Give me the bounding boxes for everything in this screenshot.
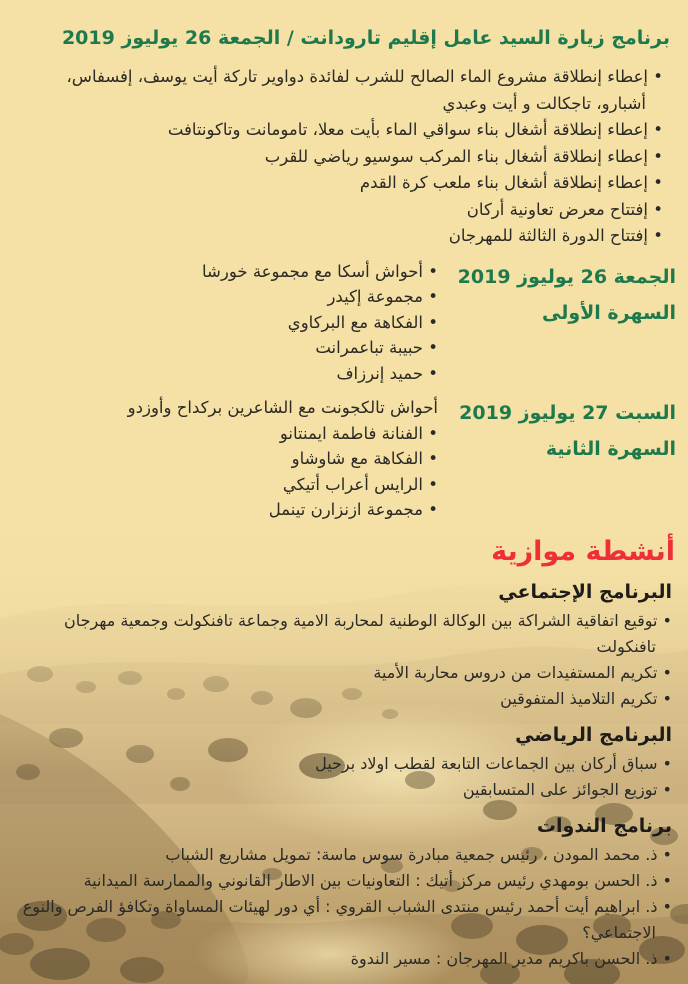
poster-content (0, 24, 688, 972)
opening-list-item: • إعطاء إنطلاقة مشروع الماء الصالح للشرب لفائدة دواوير تاركة أيت يوسف، إفسفاس، أشبارو، تاجكالت و أيت وعبدي (52, 64, 663, 117)
evening-2-body (0, 395, 452, 523)
seminars-program-list (16, 842, 672, 972)
evening-2-date: السبت 27 يوليوز 2019 (459, 402, 676, 424)
performer-item: • الرايس أعراب أتيكي (28, 472, 438, 498)
sports-program-list (16, 751, 672, 803)
performer-item: • الفكاهة مع شاوشاو (28, 446, 438, 472)
evening-2-lead-performance: أحواش تالكجونت مع الشاعرين بركداح وأوزدو (127, 398, 438, 417)
seminar-item: • ذ. ابراهيم أيت أحمد رئيس منتدى الشباب القروي : أي دور لهيئات المساواة وتكافؤ الفرص والنوع الاجتماعي؟ (16, 894, 672, 946)
performer-item: • الفنانة فاطمة ايمنتانو (28, 421, 438, 447)
performer-item: • أحواش أسكا مع مجموعة خورشا (28, 259, 438, 285)
opening-list-item: • إفتتاح الدورة الثالثة للمهرجان (52, 223, 663, 250)
activity-item: • تكريم التلاميذ المتفوقين (16, 686, 672, 712)
social-program-title: البرنامج الإجتماعي (498, 580, 672, 603)
social-program-section (0, 578, 688, 712)
page-title: برنامج زيارة السيد عامل إقليم تارودانت / الجمعة 26 يوليوز 2019 (61, 27, 670, 49)
evening-2-name: السهرة الثانية (545, 438, 676, 460)
activity-item: • سباق أركان بين الجماعات التابعة لقطب اولاد برحيل (16, 751, 672, 777)
opening-ceremonies-list (52, 64, 663, 250)
evening-1-name: السهرة الأولى (541, 301, 676, 324)
opening-list-item: • إعطاء إنطلاقة أشغال بناء سواقي الماء بأيت معلا، تامومانت وتاكونتافت (52, 117, 663, 144)
performer-item: • مجموعة ازنزارن تينمل (28, 497, 438, 523)
evening-1-heading (452, 259, 688, 387)
social-program-list (16, 608, 672, 712)
opening-list-item: • إعطاء إنطلاقة أشغال بناء ملعب كرة القدم (52, 170, 663, 197)
opening-list-item: • إعطاء إنطلاقة أشغال بناء المركب سوسيو رياضي للقرب (52, 144, 663, 171)
evening-1-section (0, 259, 688, 387)
sports-program-title: البرنامج الرياضي (515, 723, 672, 746)
performer-item: • مجموعة إكيدر (28, 284, 438, 310)
evening-1-date: الجمعة 26 يوليوز 2019 (457, 265, 676, 288)
seminar-item: • ذ. الحسن باكريم مدير المهرجان : مسير الندوة (16, 946, 672, 972)
evening-2-performers-list (28, 421, 438, 523)
program-poster (0, 24, 688, 984)
sports-program-section (0, 721, 688, 803)
evening-1-performers-list (28, 259, 438, 387)
seminar-item: • ذ. محمد المودن ، رئيس جمعية مبادرة سوس ماسة: تمويل مشاريع الشباب (16, 842, 672, 868)
activity-item: • توقيع اتفاقية الشراكة بين الوكالة الوطنية لمحاربة الامية وجماعة تافنكولت وجمعية مهرجان تافنكولت (16, 608, 672, 660)
performer-item: • حميد إنرزاف (28, 361, 438, 387)
activity-item: • تكريم المستفيدات من دروس محاربة الأمية (16, 660, 672, 686)
evening-1-body (0, 259, 452, 387)
performer-item: • الفكاهة مع البركاوي (28, 310, 438, 336)
opening-list-item: • إفتتاح معرض تعاونية أركان (52, 197, 663, 224)
seminar-item: • ذ. الحسن بومهدي رئيس مركز أتيك : التعاونيات بين الاطار القانوني والممارسة الميدانية (16, 868, 672, 894)
evening-2-section (0, 395, 688, 523)
seminars-program-section (0, 812, 688, 972)
parallel-activities-heading: أنشطة موازية (491, 535, 675, 567)
performer-item: • حبيبة تباعمرانت (28, 335, 438, 361)
evening-2-heading (452, 395, 688, 523)
seminars-program-title: برنامج الندوات (536, 814, 672, 837)
activity-item: • توزيع الجوائز على المتسابقين (16, 777, 672, 803)
